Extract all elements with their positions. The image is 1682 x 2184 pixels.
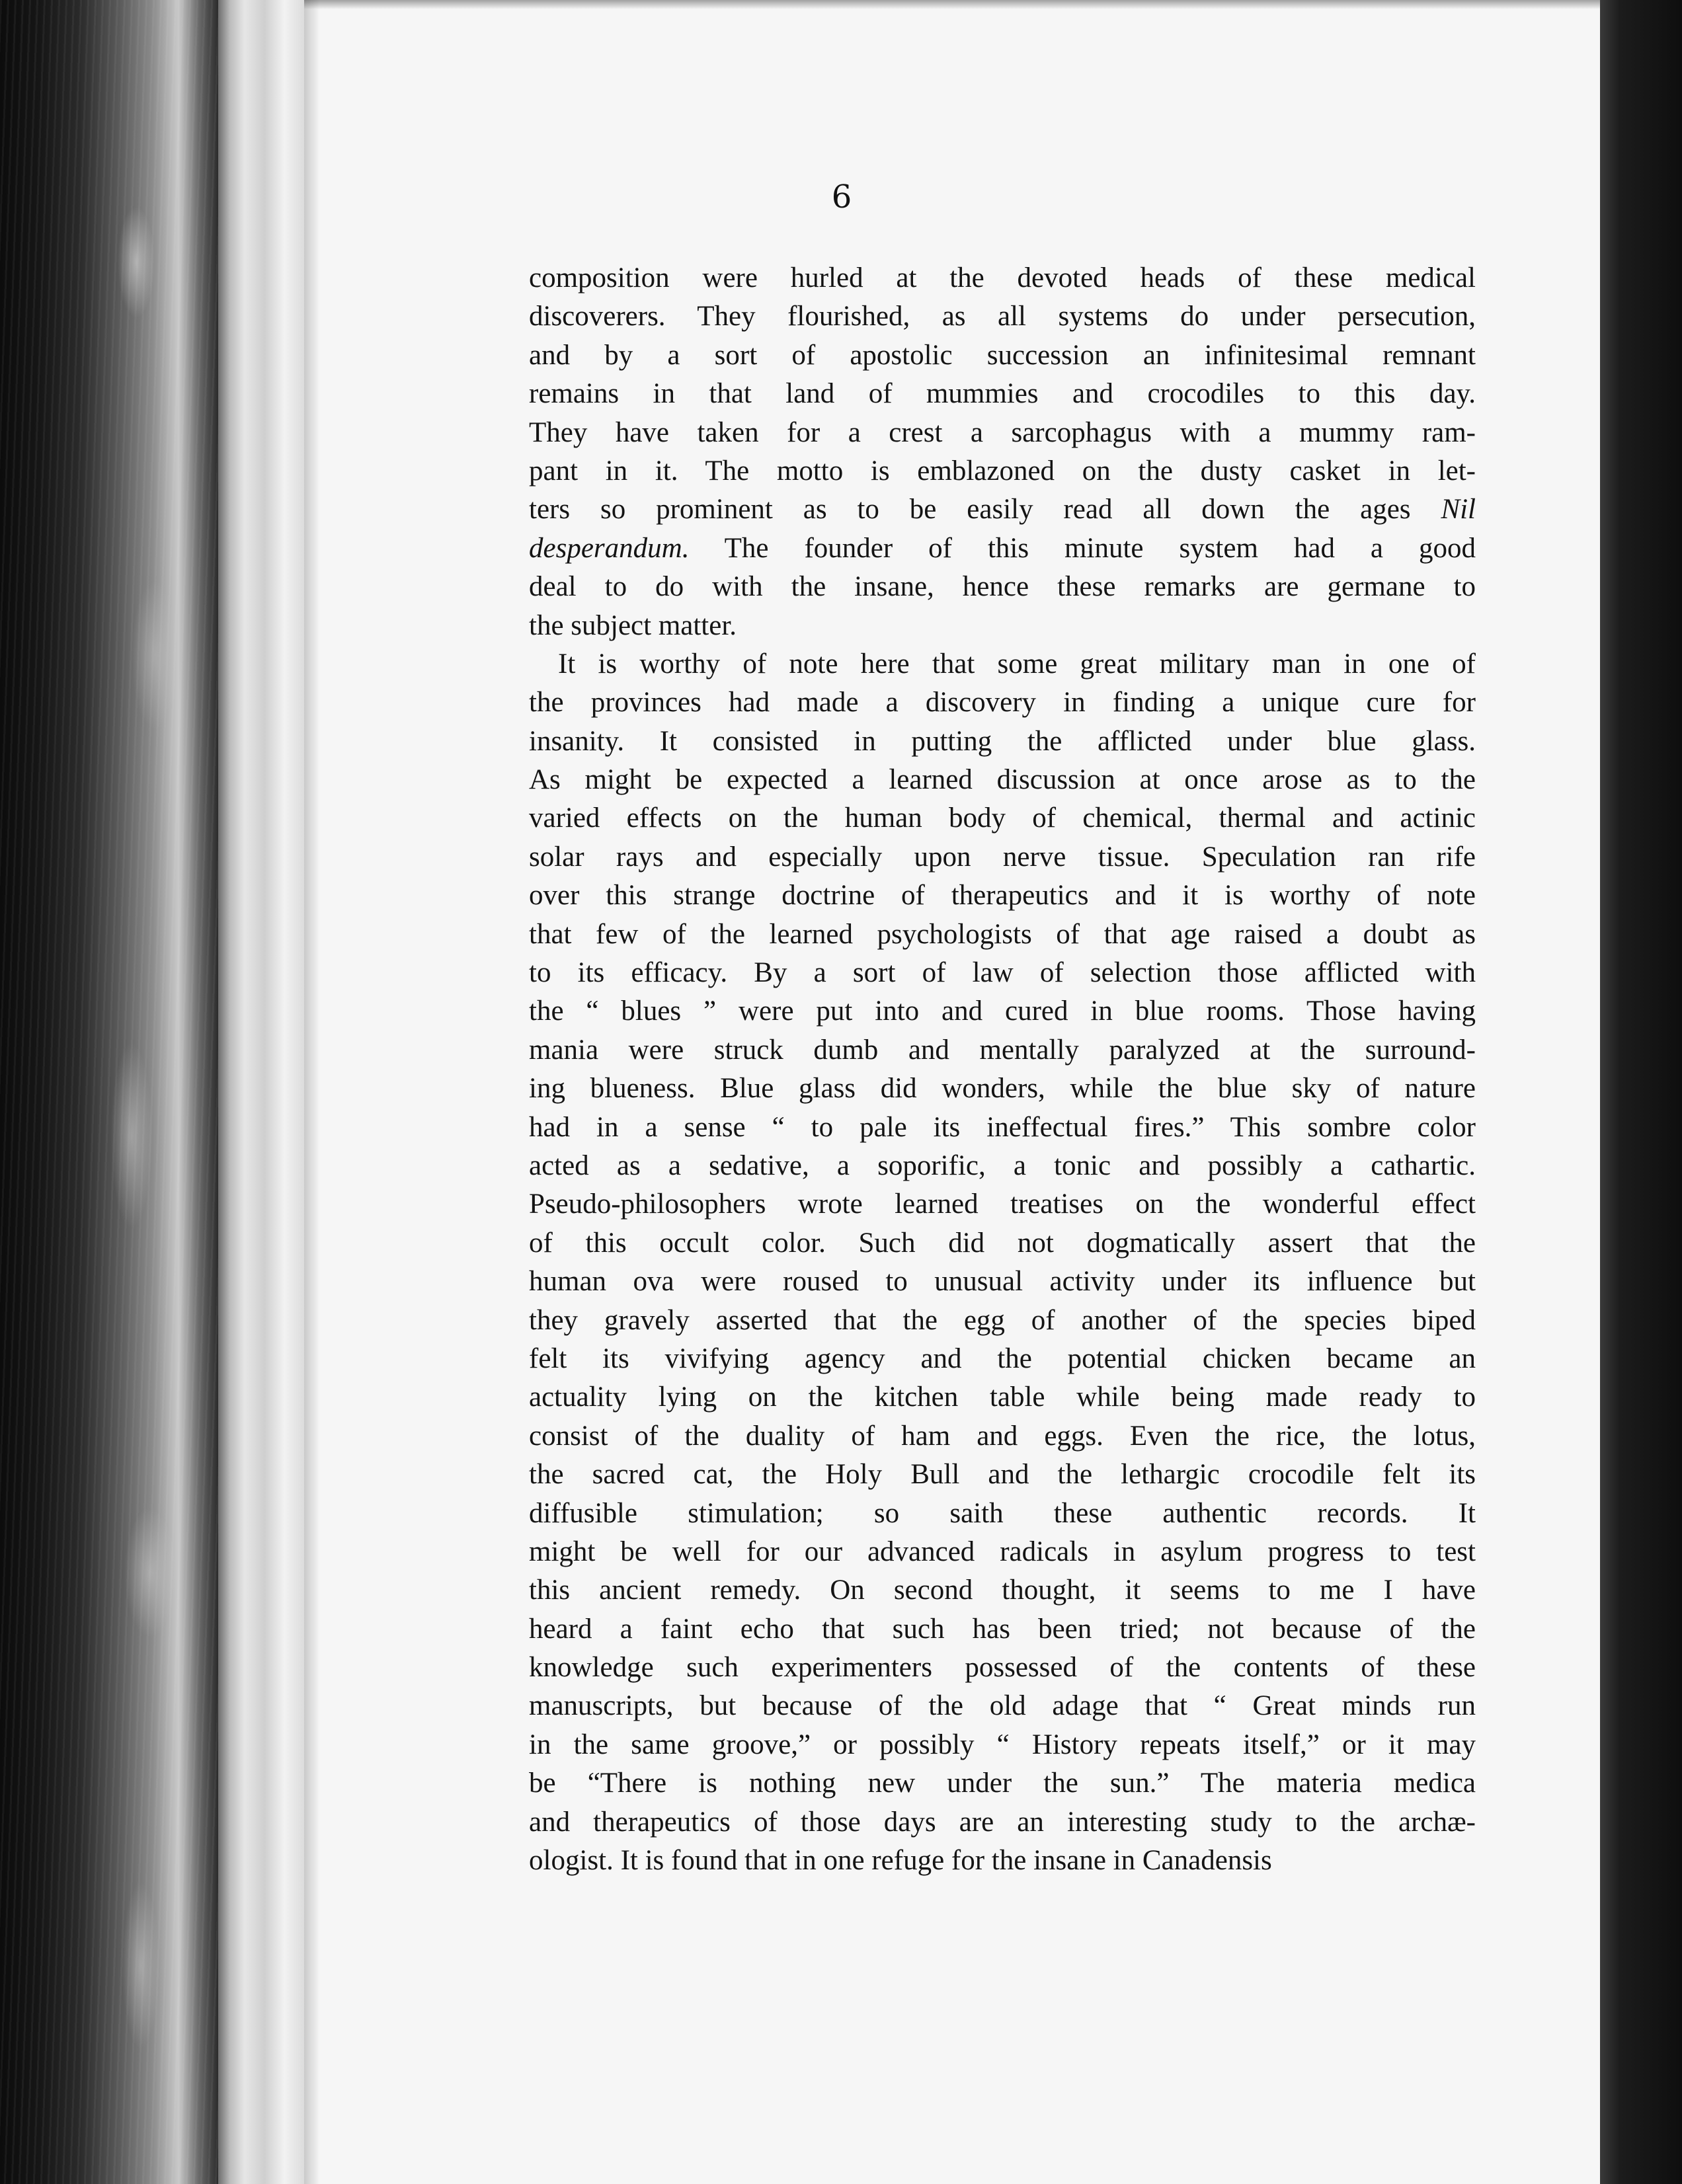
right-binding-strip <box>1600 0 1682 2184</box>
text-line: might be well for our advanced radicals in asylum progress to test <box>529 1536 1476 1567</box>
text-line: solar rays and especially upon nerve tissue. Speculation ran rife <box>529 841 1476 873</box>
text-line: mania were struck dumb and mentally paralyzed at the surround- <box>529 1034 1476 1066</box>
text-line: Pseudo-philosophers wrote learned treatises on the wonderful effect <box>529 1189 1476 1220</box>
text-line: ters so prominent as to be easily read all down the ages Nil <box>529 494 1476 526</box>
text-line: be “There is nothing new under the sun.” The materia medica <box>529 1768 1476 1799</box>
text-line: to its efficacy. By a sort of law of selection those afflicted with <box>529 957 1476 989</box>
text-line: of this occult color. Such did not dogmatically assert that the <box>529 1227 1476 1259</box>
text-line: the provinces had made a discovery in finding a unique cure for <box>529 687 1476 719</box>
text-line: the “ blues ” were put into and cured in blue rooms. Those having <box>529 995 1476 1027</box>
text-line: that few of the learned psychologists of that age raised a doubt as <box>529 918 1476 950</box>
text-line: As might be expected a learned discussion at once arose as to the <box>529 764 1476 796</box>
text-line: composition were hurled at the devoted heads of these medical <box>529 262 1476 293</box>
text-line: desperandum. The founder of this minute system had a good <box>529 532 1476 564</box>
text-line: ing blueness. Blue glass did wonders, while the blue sky of nature <box>529 1073 1476 1105</box>
text-line: discoverers. They flourished, as all systems do under persecution, <box>529 301 1476 332</box>
italic-phrase: Nil <box>1441 494 1476 526</box>
text-line: had in a sense “ to pale its ineffectual fires.” This sombre color <box>529 1111 1476 1143</box>
text-line: diffusible stimulation; so saith these authentic records. It <box>529 1497 1476 1529</box>
text-line: manuscripts, but because of the old adage that “ Great minds run <box>529 1690 1476 1722</box>
page-gutter-shadow <box>304 0 320 2184</box>
text-line: the sacred cat, the Holy Bull and the lethargic crocodile felt its <box>529 1459 1476 1491</box>
text-line: the subject matter. <box>529 609 737 641</box>
text-line: this ancient remedy. On second thought, it seems to me I have <box>529 1575 1476 1606</box>
text-line: over this strange doctrine of therapeutics and it is worthy of note <box>529 880 1476 912</box>
page-number: 6 <box>831 178 852 215</box>
text-line: actuality lying on the kitchen table while being made ready to <box>529 1382 1476 1413</box>
text-line: heard a faint echo that such has been tried; not because of the <box>529 1613 1476 1645</box>
text-line: They have taken for a crest a sarcophagus with a mummy ram- <box>529 416 1476 448</box>
text-line: felt its vivifying agency and the potential chicken became an <box>529 1343 1476 1374</box>
top-shadow <box>304 0 1600 9</box>
text-line: knowledge such experimenters possessed of the contents of these <box>529 1652 1476 1684</box>
text-line: acted as a sedative, a soporific, a tonic and possibly a cathartic. <box>529 1150 1476 1181</box>
text-line: consist of the duality of ham and eggs. Even the rice, the lotus, <box>529 1420 1476 1452</box>
cover-marbling <box>99 0 192 2184</box>
text-line: remains in that land of mummies and crocodiles to this day. <box>529 378 1476 410</box>
text-line: insanity. It consisted in putting the afflicted under blue glass. <box>529 725 1476 757</box>
page-stack-edge <box>218 0 304 2184</box>
text-line: varied effects on the human body of chemical, thermal and actinic <box>529 802 1476 834</box>
text-line: ologist. It is found that in one refuge for the insane in Canadensis <box>529 1845 1272 1877</box>
text-line: deal to do with the insane, hence these remarks are germane to <box>529 571 1476 603</box>
text-line: and therapeutics of those days are an interesting study to the archæ- <box>529 1806 1476 1838</box>
body-text <box>529 259 1476 1880</box>
text-line: It is worthy of note here that some great military man in one of <box>558 648 1476 680</box>
text-line: and by a sort of apostolic succession an infinitesimal remnant <box>529 339 1476 371</box>
text-line: in the same groove,” or possibly “ History repeats itself,” or it may <box>529 1729 1476 1760</box>
text-line: they gravely asserted that the egg of another of the species biped <box>529 1304 1476 1336</box>
italic-phrase: desperandum. <box>529 532 690 564</box>
text-line: pant in it. The motto is emblazoned on the dusty casket in let- <box>529 455 1476 487</box>
text-line: human ova were roused to unusual activity under its influence but <box>529 1266 1476 1298</box>
